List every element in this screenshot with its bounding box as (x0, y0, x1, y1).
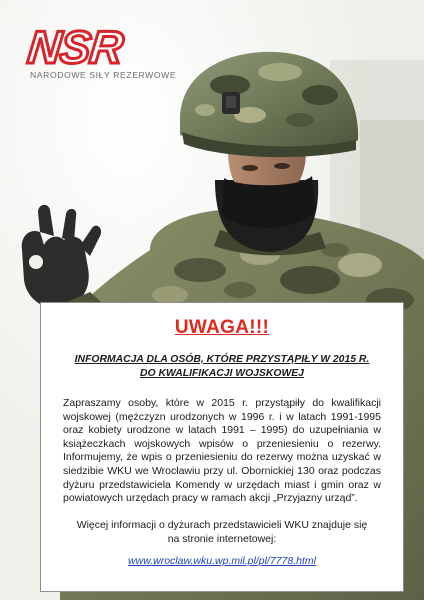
notice-more-info (63, 518, 381, 546)
notice-heading-line-2: DO KWALIFIKACJI WOJSKOWEJ (140, 368, 304, 379)
nsr-logo-subtitle: NARODOWE SIŁY REZERWOWE (30, 70, 177, 80)
notice-heading-line-1: INFORMACJA DLA OSÓB, KTÓRE PRZYSTĄPIŁY W 2015 R. (74, 354, 370, 365)
nsr-logo (25, 21, 188, 86)
wku-website-link[interactable]: www.wroclaw.wku.wp.mil.pl/pl/7778.html (128, 554, 316, 567)
nsr-logo-mark: NSR (25, 21, 125, 73)
notice-box (40, 302, 404, 592)
notice-more-line-1: Więcej informacji o dyżurach przedstawicieli WKU znajduje się (76, 518, 368, 531)
notice-more-line-2: na stronie internetowej: (167, 532, 277, 545)
notice-body-text: Zapraszamy osoby, które w 2015 r. przystąpiły do kwalifikacji wojskowej (mężczyzn urodzonych w 1996 r. i w latach 1991-1995 oraz kobiety urodzone w latach 1991 – 1995) do uzupełniania w książeczkach wojskowych wpisów o przeniesieniu o rezerwy. Informujemy, że wpis o przeniesieniu do rezerwy można uzyskać w siedzibie WKU we Wrocławiu przy ul. Obornickiej 130 oraz podczas dyżuru przedstawiciela Komendy w urzędach miast i gmin oraz w powiatowych urzędach pracy w ramach akcji „Przyjazny urząd”. (63, 397, 381, 505)
notice-title: UWAGA!!! (174, 317, 270, 338)
notice-heading (63, 353, 381, 381)
